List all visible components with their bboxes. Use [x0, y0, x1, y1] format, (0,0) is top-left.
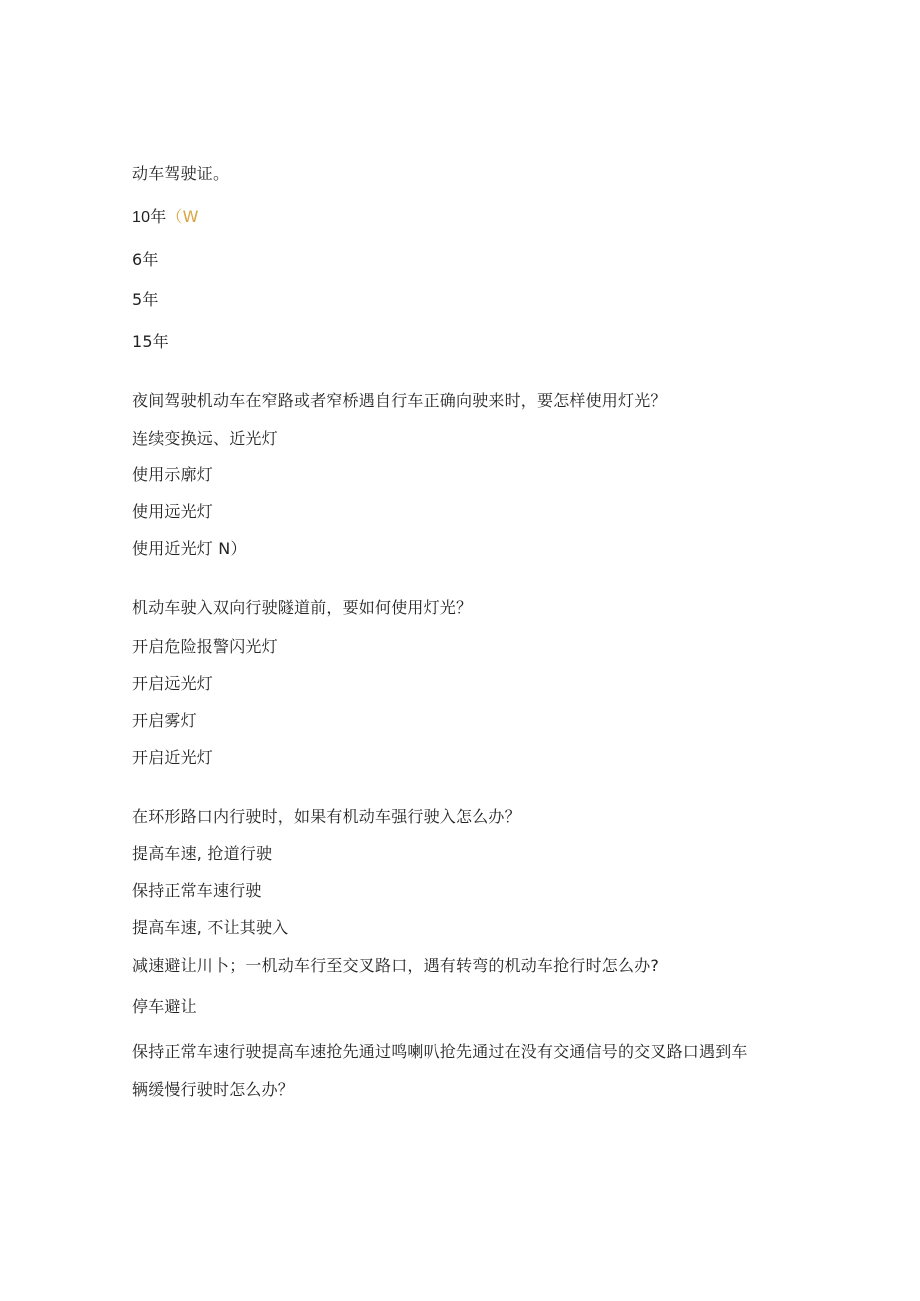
question-intersection-turning: 减速避让川卜；一机动车行至交叉路口，遇有转弯的机动车抢行时怎么办?	[132, 956, 660, 975]
option-high-beam: 使用远光灯	[132, 502, 214, 521]
question-roundabout: 在环形路口内行驶时，如果有机动车强行驶入怎么办？	[132, 807, 521, 826]
question-tunnel-lights: 机动车驶入双向行驶隧道前，要如何使用灯光？	[132, 598, 473, 617]
options-and-question-slow-vehicles: 保持正常车速行驶提高车速抢先通过鸣喇叭抢先通过在没有交通信号的交叉路口遇到车	[132, 1042, 748, 1061]
option-5-years: 5年	[132, 290, 159, 309]
option-hazard-lights: 开启危险报警闪光灯	[132, 637, 278, 656]
option-alternate-beams: 连续变换远、近光灯	[132, 429, 278, 448]
option-15-years: 15年	[132, 332, 169, 351]
option-10-years	[132, 207, 199, 228]
text-line-continuation: 动车驾驶证。	[132, 164, 230, 183]
answer-mark: （W	[166, 207, 199, 226]
option-text: 10年	[132, 209, 167, 226]
option-low-beam: 使用近光灯 N）	[132, 539, 247, 558]
question-slow-vehicles-continued: 辆缓慢行驶时怎么办？	[132, 1080, 295, 1099]
option-clearance-lamps: 使用示廓灯	[132, 465, 214, 484]
option-speed-up-take-lane: 提高车速, 抢道行驶	[132, 844, 273, 863]
option-high-beam-on: 开启远光灯	[132, 674, 214, 693]
question-night-driving: 夜间驾驶机动车在窄路或者窄桥遇自行车正确向驶来时，要怎样使用灯光？	[132, 391, 667, 410]
option-fog-lights: 开启雾灯	[132, 711, 197, 730]
option-stop-yield: 停车避让	[132, 997, 197, 1016]
option-6-years: 6年	[132, 250, 159, 269]
option-speed-up-block: 提高车速, 不让其驶入	[132, 918, 289, 937]
option-keep-speed: 保持正常车速行驶	[132, 881, 262, 900]
option-low-beam-on: 开启近光灯	[132, 748, 214, 767]
